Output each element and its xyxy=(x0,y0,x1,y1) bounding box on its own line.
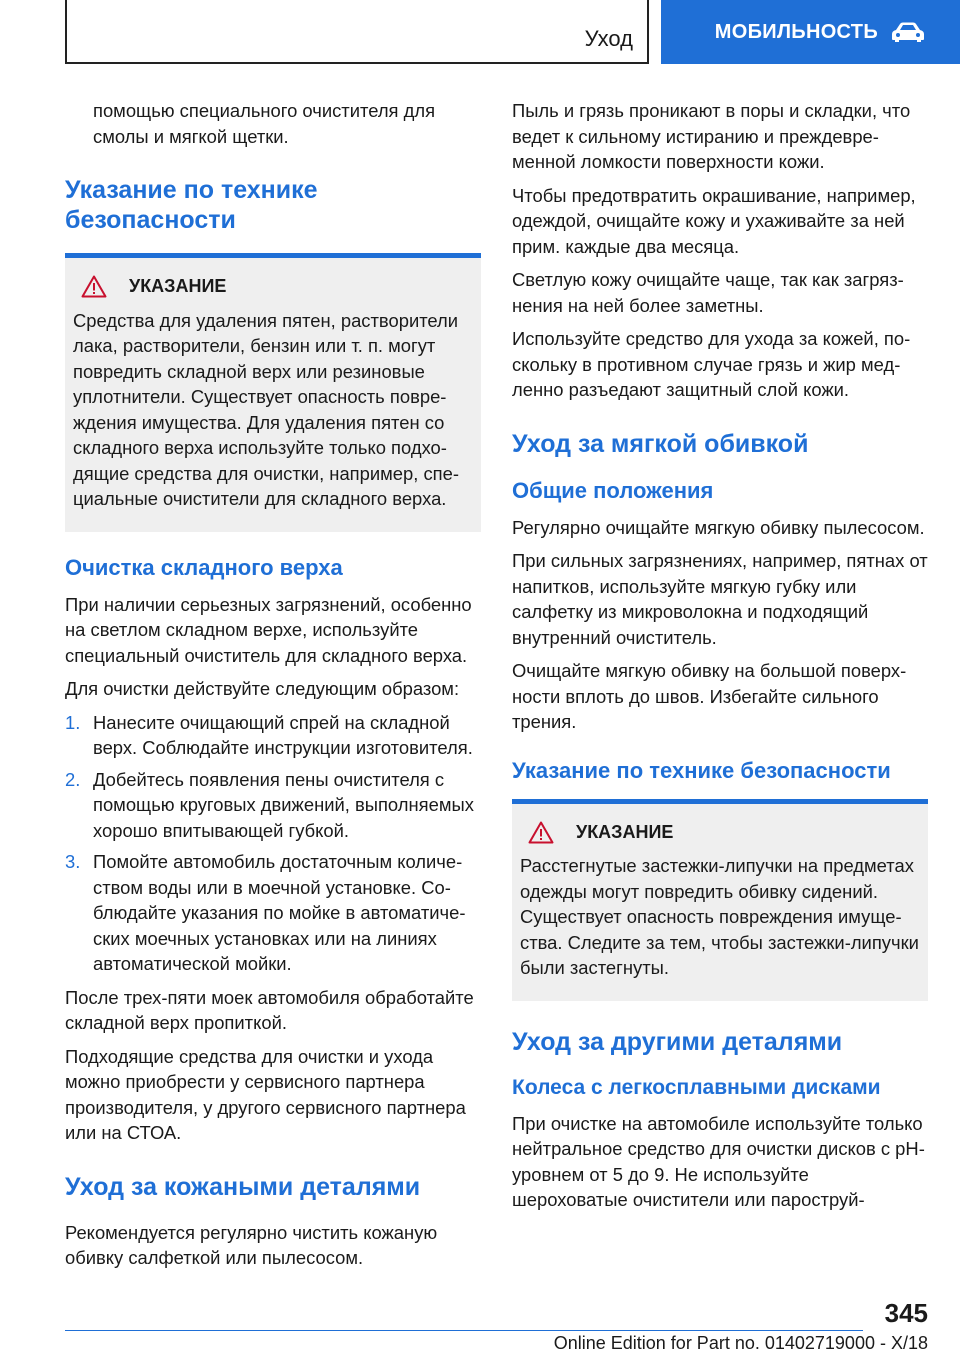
warning-title: УКАЗАНИЕ xyxy=(576,821,674,842)
page-number: 345 xyxy=(884,1298,928,1328)
footer-edition: Online Edition for Part no. 01402719000 - X/18 xyxy=(553,1333,928,1353)
upholstery-heading: Уход за мягкой обивкой xyxy=(512,429,809,458)
general-paragraph: При сильных загрязнениях, например, пятнах от напитков, используйте мягкую губку или салфетку из микроволокна и подходящий внутренний очиститель. xyxy=(512,550,928,648)
warning-header xyxy=(73,274,473,300)
list-item xyxy=(65,710,481,761)
leather-paragraph: Рекомендуется регулярно чистить кожаную обивку салфеткой или пылесосом. xyxy=(65,1221,438,1268)
cleaning-paragraph: После трех-пяти моек автомобиля обработайте складной верх пропиткой. xyxy=(65,986,474,1033)
section-title: Уход xyxy=(584,26,633,51)
list-item xyxy=(65,849,481,977)
other-parts-heading: Уход за другими деталями xyxy=(512,1027,843,1056)
warning-text: Расстегнутые застежки-липучки на предметах одежды могут повредить обивку сидений. Существует опасность повреждения имущества. Следите за тем, чтобы застежки-липучки были застегнуты. xyxy=(520,855,919,978)
wheels-heading: Колеса с легкосплавными дисками xyxy=(512,1075,881,1099)
general-paragraph: Очищайте мягкую обивку на большой поверхности вплоть до швов. Избегайте сильного трения. xyxy=(512,660,907,732)
leather-heading: Уход за кожаными деталями xyxy=(65,1172,421,1201)
car-icon xyxy=(890,21,926,43)
safety-heading-right: Указание по технике безопасности xyxy=(512,757,891,783)
mobility-tab[interactable] xyxy=(661,0,960,64)
intro-text: помощью специального очистителя для смолы и мягкой щетки. xyxy=(93,100,436,147)
warning-title: УКАЗАНИЕ xyxy=(129,276,227,296)
step-number: 1. xyxy=(65,711,81,733)
warning-text: Средства для удаления пятен, растворители лака, растворители, бензин или т. п. могут повредить складной верх или резиновые уплотнители. Существует опасность повреждения имущества. Для удаления пятен со складного верха используйте только подходящие средства для очистки, например, специальные очистители для складного верха. xyxy=(73,309,459,509)
step-number: 2. xyxy=(65,768,81,790)
safety-heading-left: Указание по технике безопасности xyxy=(65,176,318,234)
leather-paragraph: Чтобы предотвратить окрашивание, например, одеждой, очищайте кожу и ухаживайте за ней прим. каждые два месяца. xyxy=(512,184,916,257)
warning-box-1 xyxy=(65,253,481,532)
left-column xyxy=(65,98,481,1279)
leather-paragraph: Пыль и грязь проникают в поры и складки, что ведет к сильному истиранию и преждевременной ломкости поверхности кожи. xyxy=(512,100,911,172)
leather-paragraph: Используйте средство для ухода за кожей, поскольку в противном случае грязь и жир медленно разъедают защитный слой кожи. xyxy=(512,328,911,400)
footer-divider xyxy=(65,1330,863,1331)
step-text: Помойте автомобиль достаточным количеством воды или в моечной установке. Соблюдайте указания по мойке в автоматических моечных установках или на линиях автоматической мойки. xyxy=(93,851,466,974)
mobility-tab-label: МОБИЛЬНОСТЬ xyxy=(714,20,878,43)
warning-triangle-icon xyxy=(81,275,107,298)
header-frame xyxy=(65,0,649,64)
leather-paragraph: Светлую кожу очищайте чаще, так как загрязнения на ней более заметны. xyxy=(512,269,904,316)
cleaning-paragraph: Для очистки действуйте следующим образом: xyxy=(65,678,460,699)
step-number: 3. xyxy=(65,851,81,872)
cleaning-heading: Очистка складного верха xyxy=(65,554,343,580)
step-text: Нанесите очищающий спрей на складной верх. Соблюдайте инструкции изготовителя. xyxy=(93,711,473,758)
steps-list xyxy=(65,710,481,977)
step-text: Добейтесь появления пены очистителя с помощью круговых движений, выполняемых хорошо впитывающей губкой. xyxy=(93,768,474,841)
general-paragraph: Регулярно очищайте мягкую обивку пылесосом. xyxy=(512,516,925,538)
cleaning-paragraph: При наличии серьезных загрязнений, особенно на светлом складном верхе, используйте специальный очиститель для складного верха. xyxy=(65,593,472,666)
wheels-paragraph: При очистке на автомобиле используйте только нейтральное средство для очистки дисков с pH-уровнем от 5 до 9. Не используйте шероховатые очистители или пароструй- xyxy=(512,1112,925,1210)
warning-box-2 xyxy=(512,799,928,1001)
warning-header xyxy=(520,820,920,846)
right-column xyxy=(512,98,928,1221)
general-heading: Общие положения xyxy=(512,477,714,503)
cleaning-paragraph: Подходящие средства для очистки и ухода можно приобрести у сервисного партнера производителя, у другого сервисного партнера или на СТОА. xyxy=(65,1045,466,1143)
list-item xyxy=(65,767,481,844)
warning-triangle-icon xyxy=(528,821,554,844)
